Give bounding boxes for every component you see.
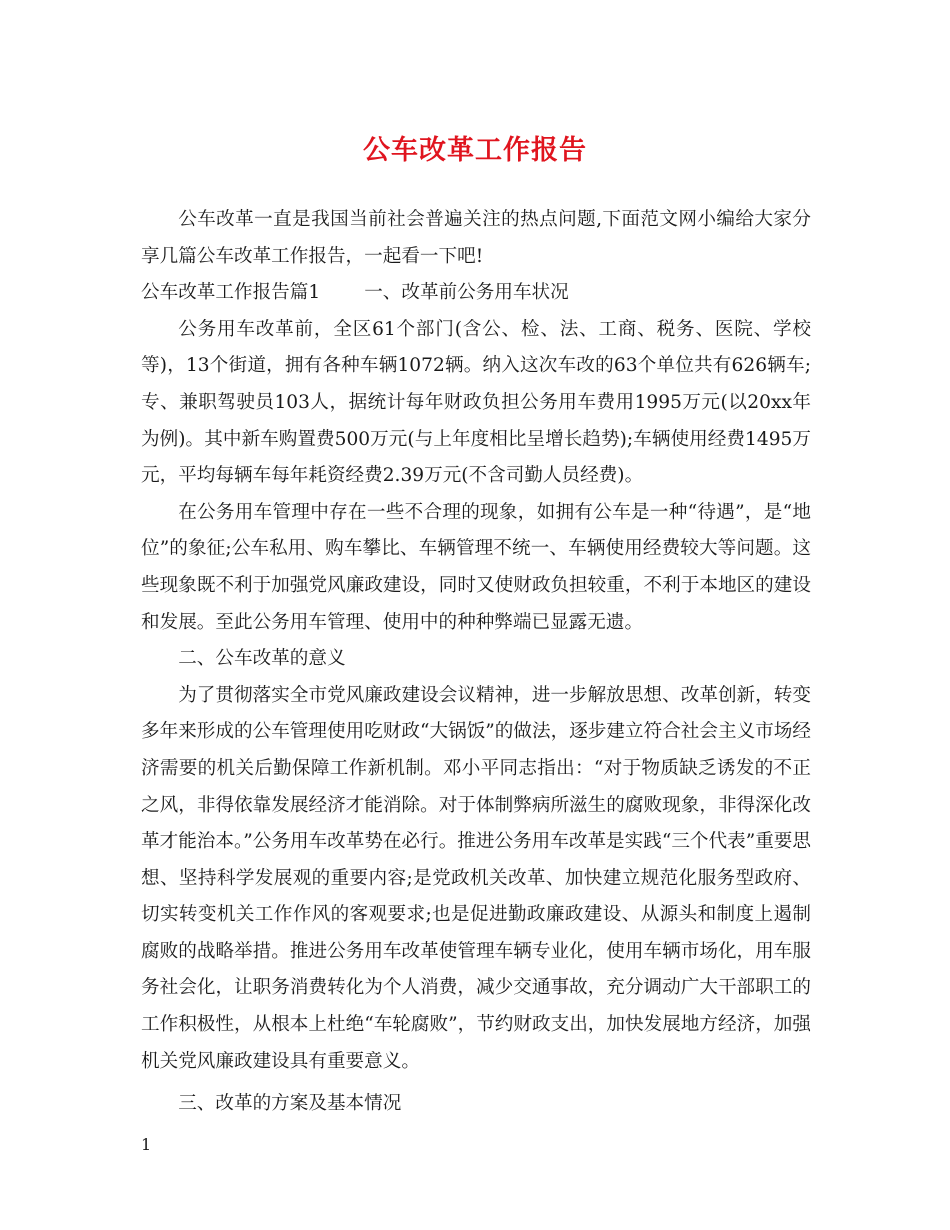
section2-heading: 二、公车改革的意义 bbox=[178, 648, 346, 670]
intro-paragraph: 公车改革一直是我国当前社会普遍关注的热点问题,下面范文网小编给大家分享几篇公车改革工作报告，一起看一下吧! bbox=[141, 209, 811, 267]
paragraph-3: 为了贯彻落实全市党风廉政建设会议精神，进一步解放思想、改革创新，转变多年来形成的公车管理使用吃财政“大锅饭”的做法，逐步建立符合社会主义市场经济需要的机关后勤保障工作新机制。邓小平同志指出：“对于物质缺乏诱发的不正之风，非得依靠发展经济才能消除。对于体制弊病所滋生的腐败现象，非得深化改革才能治本。”公务用车改革势在必行。推进公务用车改革是实践“三个代表”重要思想、坚持科学发展观的重要内容;是党政机关改革、加快建立规范化服务型政府、切实转变机关工作作风的客观要求;也是促进勤政廉政建设、从源头和制度上遏制腐败的战略举措。推进公务用车改革使管理车辆专业化，使用车辆市场化，用车服务社会化，让职务消费转化为个人消费，减少交通事故，充分调动广大干部职工的工作积极性，从根本上杜绝“车轮腐败”，节约财政支出，加快发展地方经济，加强机关党风廉政建设具有重要意义。 bbox=[141, 684, 811, 1072]
page-number: 1 bbox=[141, 1135, 152, 1154]
paragraph-1: 公务用车改革前，全区61个部门(含公、检、法、工商、税务、医院、学校等)，13个街道，拥有各种车辆1072辆。纳入这次车改的63个单位共有626辆车;专、兼职驾驶员103人，据统计每年财政负担公务用车费用1995万元(以20xx年为例)。其中新车购置费500万元(与上年度相比呈增长趋势);车辆使用经费1495万元，平均每辆车每年耗资经费2.39万元(不含司勤人员经费)。 bbox=[141, 318, 811, 487]
section3-heading: 三、改革的方案及基本情况 bbox=[178, 1093, 402, 1115]
document-title: 公车改革工作报告 bbox=[363, 135, 587, 166]
section1-heading: 一、改革前公务用车状况 bbox=[364, 282, 569, 304]
article-label: 公车改革工作报告篇1 bbox=[141, 282, 321, 304]
article-heading-line bbox=[141, 275, 811, 312]
paragraph-2: 在公务用车管理中存在一些不合理的现象，如拥有公车是一种“待遇”，是“地位”的象征;公车私用、购车攀比、车辆管理不统一、车辆使用经费较大等问题。这些现象既不利于加强党风廉政建设，同时又使财政负担较重，不利于本地区的建设和发展。至此公务用车管理、使用中的种种弊端已显露无遗。 bbox=[141, 501, 811, 633]
document-body bbox=[141, 202, 811, 1123]
